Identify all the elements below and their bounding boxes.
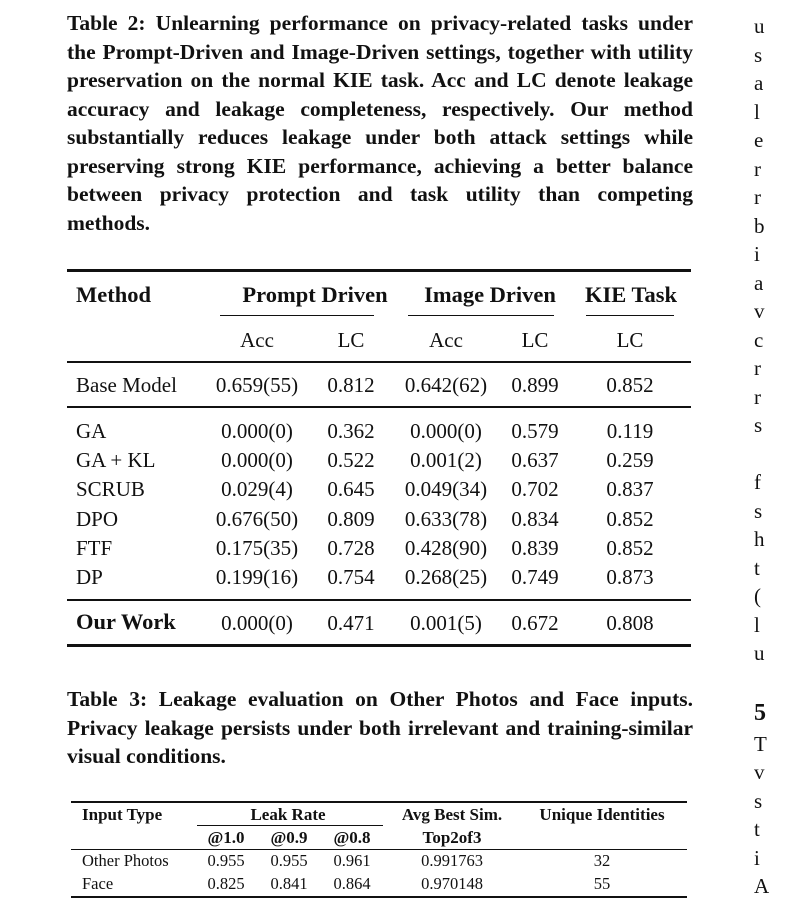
base-cell: 0.852 <box>606 373 654 397</box>
base-cell: 0.659(55) <box>215 373 299 397</box>
fragment: l <box>754 100 760 124</box>
header-avg-best-sim: Avg Best Sim. <box>401 805 503 824</box>
fragment: i <box>754 846 760 870</box>
fragment: r <box>754 157 761 181</box>
table-cell: 0.839 <box>511 536 559 560</box>
table-cell: 0.676(50) <box>215 507 299 531</box>
table-cell: 0.970148 <box>421 874 483 893</box>
table3 <box>71 801 687 901</box>
method-cell: GA <box>76 419 107 443</box>
header-image-driven: Image Driven <box>424 282 556 307</box>
table-cell: 0.199(16) <box>215 565 299 589</box>
table-cell: 0.873 <box>606 565 654 589</box>
header-kie-task: KIE Task <box>585 282 677 307</box>
ours-cell: 0.001(5) <box>410 611 482 635</box>
header-prompt-driven: Prompt Driven <box>242 282 388 307</box>
fragment: v <box>754 760 765 784</box>
base-cell: 0.899 <box>511 373 559 397</box>
subheader-lc: LC <box>337 328 365 352</box>
base-cell: 0.642(62) <box>404 373 488 397</box>
table-cell: 0.000(0) <box>221 419 293 443</box>
method-cell: SCRUB <box>76 477 145 501</box>
table-cell: 0.175(35) <box>215 536 299 560</box>
fragment: T <box>754 732 767 756</box>
table-cell: 0.362 <box>327 419 375 443</box>
table-cell: 0.955 <box>207 851 245 870</box>
table-cell: 0.809 <box>327 507 375 531</box>
cmidrule-image <box>408 315 554 316</box>
table2 <box>67 269 691 647</box>
fragment: t <box>754 556 760 580</box>
input-type-cell: Other Photos <box>82 851 169 870</box>
top-rule <box>67 269 691 272</box>
table-cell: 0.852 <box>606 507 654 531</box>
table-cell: 0.049(34) <box>404 477 488 501</box>
fragment: u <box>754 14 765 38</box>
fragment: l <box>754 613 760 637</box>
header-input-type: Input Type <box>82 805 163 824</box>
table-cell: 0.029(4) <box>221 477 293 501</box>
fragment: A <box>754 874 770 898</box>
method-cell: FTF <box>76 536 113 560</box>
input-type-cell: Face <box>82 874 114 893</box>
header-leak-rate: Leak Rate <box>250 805 326 824</box>
fragment: a <box>754 271 764 295</box>
table-cell: 0.001(2) <box>410 448 482 472</box>
table-cell: 0.754 <box>327 565 375 589</box>
table-cell: 0.841 <box>270 874 308 893</box>
header-unique-identities: Unique Identities <box>539 805 665 824</box>
table-cell: 0.991763 <box>421 851 483 870</box>
table-cell: 0.000(0) <box>221 448 293 472</box>
table-cell: 0.702 <box>511 477 559 501</box>
cmidrule-prompt <box>220 315 374 316</box>
fragment: i <box>754 242 760 266</box>
fragment: s <box>754 789 763 813</box>
subheader-lc: LC <box>521 328 549 352</box>
table-cell: 0.852 <box>606 536 654 560</box>
base-cell: 0.812 <box>327 373 375 397</box>
table-cell: 0.522 <box>327 448 375 472</box>
base-method-cell: Base Model <box>76 373 177 397</box>
base-rule <box>67 406 691 408</box>
fragment: r <box>754 385 761 409</box>
subheader-top2of3: Top2of3 <box>422 828 482 847</box>
table-cell: 0.428(90) <box>404 536 488 560</box>
fragment: s <box>754 43 763 67</box>
header-rule <box>71 849 687 850</box>
subheader-lc: LC <box>616 328 644 352</box>
subheader-leak-09: @0.9 <box>270 828 308 847</box>
fragment: r <box>754 185 761 209</box>
fragment: t <box>754 817 760 841</box>
table-cell: 0.579 <box>511 419 559 443</box>
subheader-acc: Acc <box>429 328 463 352</box>
table-cell: 0.837 <box>606 477 654 501</box>
table-cell: 55 <box>593 874 611 893</box>
fragment: s <box>754 499 763 523</box>
table-cell: 0.000(0) <box>410 419 482 443</box>
subheader-acc: Acc <box>240 328 274 352</box>
table-cell: 0.864 <box>333 874 371 893</box>
fragment: b <box>754 214 765 238</box>
fragment: a <box>754 71 764 95</box>
fragment: ( <box>754 584 761 608</box>
fragment: h <box>754 527 765 551</box>
top-rule <box>71 801 687 803</box>
table-cell: 0.834 <box>511 507 559 531</box>
table-cell: 0.268(25) <box>404 565 488 589</box>
fragment: s <box>754 413 763 437</box>
fragment: 5 <box>754 700 766 726</box>
method-cell: DP <box>76 565 103 589</box>
fragment: c <box>754 328 764 352</box>
table-cell: 0.749 <box>511 565 559 589</box>
ours-cell: 0.808 <box>606 611 654 635</box>
table-cell: 0.259 <box>606 448 654 472</box>
table2-caption: Table 2: Unlearning performance on privacy-related tasks under the Prompt-Driven and Image-Driven settings, together with utility preservation on the normal KIE task. Acc and LC denote leakage accuracy and leakage completeness, respectively. Our method substantially reduces leakage under both attack settings while preserving strong KIE performance, achieving a better balance between privacy protection and task utility than competing methods. <box>67 11 693 235</box>
table-cell: 0.961 <box>333 851 371 870</box>
fragment: r <box>754 356 761 380</box>
fragment: e <box>754 128 764 152</box>
table3-caption: Table 3: Leakage evaluation on Other Photos and Face inputs. Privacy leakage persists under both irrelevant and training-similar visual conditions. <box>67 687 693 768</box>
table-cell: 0.955 <box>270 851 308 870</box>
ours-method-cell: Our Work <box>76 609 176 634</box>
subheader-leak-1: @1.0 <box>207 828 245 847</box>
method-cell: GA + KL <box>76 448 156 472</box>
cmidrule-kie <box>586 315 674 316</box>
fragment: u <box>754 641 765 665</box>
header-rule <box>67 361 691 363</box>
ours-cell: 0.000(0) <box>221 611 293 635</box>
bottom-rule <box>71 896 687 898</box>
fragment: v <box>754 299 765 323</box>
cmidrule-leak-rate <box>197 825 383 826</box>
table-cell: 0.633(78) <box>404 507 488 531</box>
method-cell: DPO <box>76 507 119 531</box>
header-method: Method <box>76 282 151 307</box>
fragment: f <box>754 470 761 494</box>
table-cell: 0.728 <box>327 536 375 560</box>
ours-cell: 0.471 <box>327 611 375 635</box>
table-cell: 0.825 <box>207 874 245 893</box>
table-cell: 0.637 <box>511 448 559 472</box>
subheader-leak-08: @0.8 <box>333 828 371 847</box>
bottom-rule <box>67 644 691 647</box>
table-cell: 32 <box>593 851 611 870</box>
ours-cell: 0.672 <box>511 611 559 635</box>
table-cell: 0.119 <box>606 419 654 443</box>
ours-rule <box>67 599 691 601</box>
table-cell: 0.645 <box>327 477 375 501</box>
